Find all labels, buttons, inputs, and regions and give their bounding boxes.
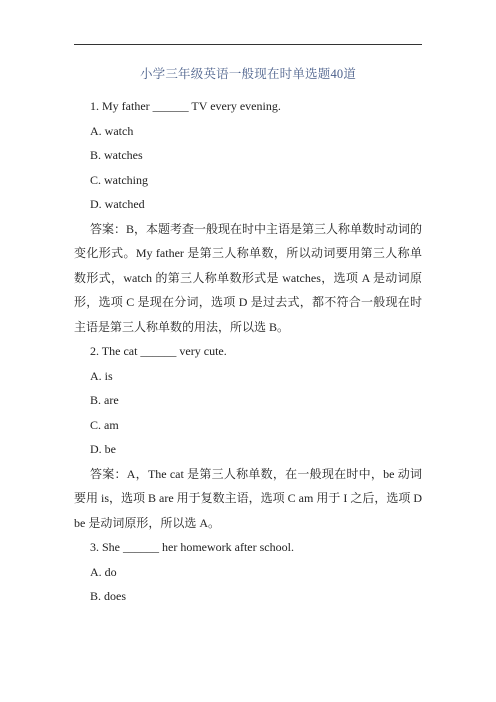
- option-a: A. is: [90, 368, 113, 383]
- question-text: 3. She ______ her homework after school.: [90, 540, 294, 554]
- option-c: C. watching: [90, 172, 148, 187]
- option-d: D. watched: [90, 197, 145, 211]
- question-block-3: [74, 535, 422, 609]
- option-b: B. watches: [90, 148, 143, 162]
- question-block-2: [74, 339, 422, 535]
- question-list: [74, 94, 422, 609]
- option-b: B. does: [90, 589, 126, 603]
- question-text: 1. My father ______ TV every evening.: [90, 99, 281, 113]
- page-title: 小学三年级英语一般现在时单选题40道: [139, 67, 357, 81]
- option-a: A. watch: [90, 123, 134, 138]
- question-block-1: [74, 94, 422, 339]
- option-b: B. are: [90, 393, 119, 407]
- option-c: C. am: [90, 417, 119, 432]
- answer-explanation: 答案：B，本题考查一般现在时中主语是第三人称单数时动词的变化形式。My father 是第三人称单数，所以动词要用第三人称单数形式，watch 的第三人称单数形式是 watches，选项 A 是动词原形，选项 C 是现在分词，选项 D 是过去式，都不符合一般现在时主语是第三人称单数的用法，所以选 B。: [74, 221, 423, 334]
- option-d: D. be: [90, 442, 116, 456]
- header-rule: [74, 44, 422, 45]
- option-a: A. do: [90, 564, 117, 579]
- question-text: 2. The cat ______ very cute.: [90, 344, 227, 358]
- answer-explanation: 答案：A，The cat 是第三人称单数，在一般现在时中，be 动词要用 is，选项 B are 用于复数主语，选项 C am 用于 I 之后，选项 D be 是动词原形，所以选 A。: [74, 466, 422, 530]
